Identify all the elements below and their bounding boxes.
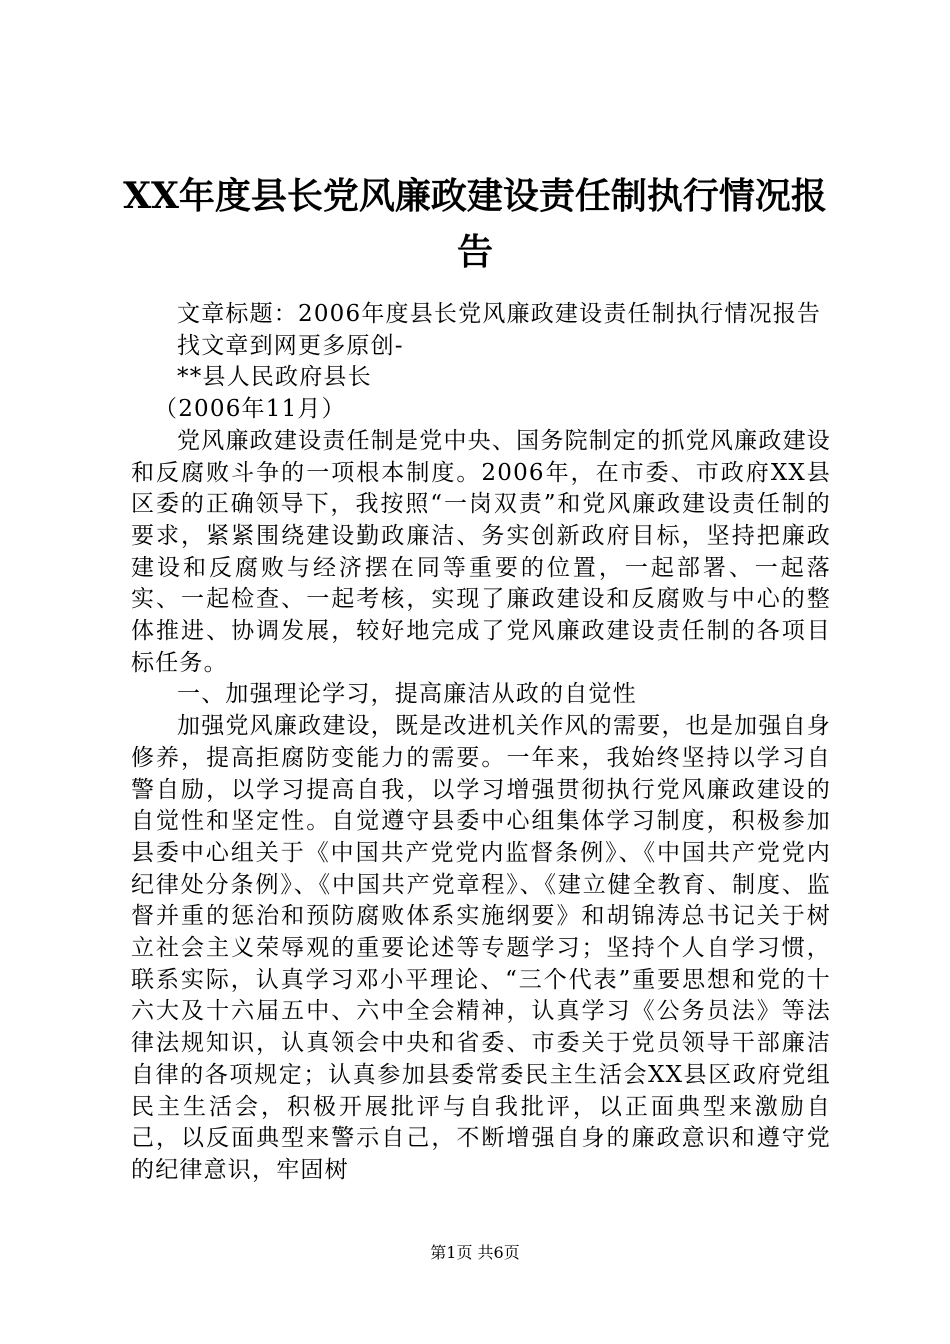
section-heading: 一、加强理论学习，提高廉洁从政的自觉性 bbox=[177, 681, 637, 708]
article-title-line: 文章标题：2006年度县长党风廉政建设责任制执行情况报告 bbox=[177, 301, 822, 327]
page-footer: 第1页 共6页 bbox=[430, 1243, 520, 1262]
body-paragraph: 加强党风廉政建设，既是改进机关作风的需要，也是加强自身修养，提高拒腐防变能力的需要。一年来，我始终坚持以学习自警自励，以学习提高自我，以学习增强贯彻执行党风廉政建设的自觉性和坚定性。自觉遵守县委中心组集体学习制度，积极参加县委中心组关于《中国共产党党内监督条例》、《中国共产党党内纪律处分条例》、《中国共产党章程》、《建立健全教育、制度、监督并重的惩治和预防腐败体系实施纲要》和胡锦涛总书记关于树立社会主义荣辱观的重要论述等专题学习；坚持个人自学习惯，联系实际，认真学习邓小平理论、“三个代表”重要思想和党的十六大及十六届五中、六中全会精神，认真学习《公务员法》等法律法规知识，认真领会中央和省委、市委关于党员领导干部廉洁自律的各项规定；认真参加县委常委民主生活会XX县区政府党组民主生活会，积极开展批评与自我批评，以正面典型来激励自己，以反面典型来警示自己，不断增强自身的廉政意识和遵守党的纪律意识，牢固树 bbox=[131, 713, 831, 1183]
source-line: 找文章到网更多原创- bbox=[177, 332, 404, 359]
document-body bbox=[131, 299, 831, 1187]
title-line-2: 告 bbox=[456, 231, 493, 273]
date-line: （2006年11月） bbox=[154, 396, 346, 423]
title-line-1: XX年度县长党风廉政建设责任制执行情况报 bbox=[123, 175, 827, 217]
body-paragraph: 党风廉政建设责任制是党中央、国务院制定的抓党风廉政建设和反腐败斗争的一项根本制度。2006年，在市委、市政府XX县区委的正确领导下，我按照“一岗双责”和党风廉政建设责任制的要求，紧紧围绕建设勤政廉洁、务实创新政府目标，坚持把廉政建设和反腐败与经济摆在同等重要的位置，一起部署、一起落实、一起检查、一起考核，实现了廉政建设和反腐败与中心的整体推进、协调发展，较好地完成了党风廉政建设责任制的各项目标任务。 bbox=[131, 427, 831, 676]
author-line: **县人民政府县长 bbox=[177, 364, 372, 391]
document-title bbox=[100, 168, 850, 280]
